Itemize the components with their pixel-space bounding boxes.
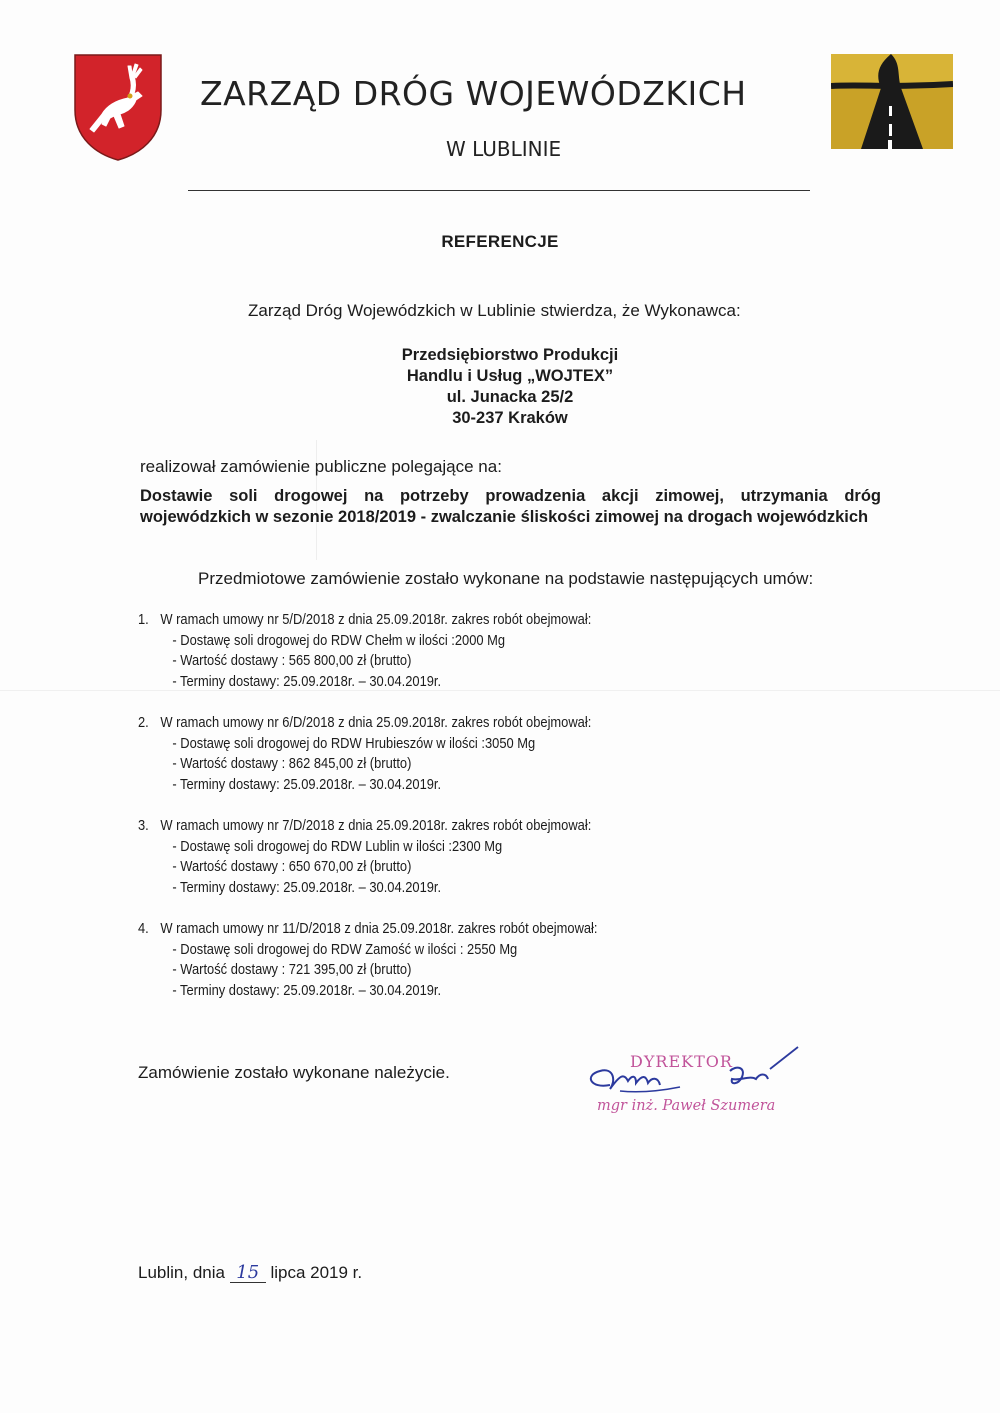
contract-item: [138, 816, 671, 898]
organization-city: W LUBLINIE: [446, 137, 562, 161]
contract-heading: W ramach umowy nr 6/D/2018 z dnia 25.09.2018r. zakres robót obejmował:: [160, 714, 592, 731]
contractor-line: ul. Junacka 25/2: [446, 388, 574, 406]
contract-detail: - Dostawę soli drogowej do RDW Hrubieszów w ilości :3050 Mg: [172, 734, 536, 752]
contract-item: [138, 610, 671, 692]
organization-name: ZARZĄD DRÓG WOJEWÓDZKICH: [200, 74, 747, 113]
contract-detail: - Terminy dostawy: 25.09.2018r. – 30.04.2019r.: [172, 981, 442, 999]
date-prefix: Lublin, dnia: [138, 1263, 225, 1282]
contract-detail: - Wartość dostawy : 862 845,00 zł (brutto): [172, 755, 412, 772]
contract-detail: - Wartość dostawy : 721 395,00 zł (brutto): [172, 961, 412, 978]
contractor-line: Przedsiębiorstwo Produkcji: [401, 346, 619, 364]
contract-number: 4.: [138, 920, 149, 937]
contract-number: 3.: [138, 817, 149, 834]
contract-detail: - Terminy dostawy: 25.09.2018r. – 30.04.2019r.: [172, 672, 442, 690]
completion-statement: Zamówienie zostało wykonane należycie.: [138, 1063, 450, 1082]
contracts-list: [138, 610, 671, 1022]
coat-of-arms-icon: [72, 52, 164, 162]
contract-number: 2.: [138, 714, 149, 731]
road-logo-icon: [831, 54, 953, 149]
contract-detail: - Terminy dostawy: 25.09.2018r. – 30.04.2019r.: [172, 878, 442, 896]
contracts-intro: Przedmiotowe zamówienie zostało wykonane na podstawie następujących umów:: [198, 569, 814, 588]
date-day: 15: [230, 1264, 266, 1283]
stamp-title: DYREKTOR: [630, 1052, 733, 1071]
contractor-block: [300, 345, 720, 429]
scope-intro: realizował zamówienie publiczne polegające na:: [140, 457, 502, 476]
contract-item: [138, 919, 671, 1001]
intro-statement: Zarząd Dróg Wojewódzkich w Lublinie stwierdza, że Wykonawca:: [248, 301, 741, 320]
contract-detail: - Wartość dostawy : 565 800,00 zł (brutto): [172, 652, 412, 669]
signatory-name: mgr inż. Paweł Szumera: [597, 1098, 776, 1114]
contractor-line: 30-237 Kraków: [452, 409, 568, 427]
date-line: [138, 1263, 362, 1283]
contract-detail: - Dostawę soli drogowej do RDW Chełm w ilości :2000 Mg: [172, 631, 506, 649]
signature-icon: [580, 1045, 810, 1105]
contract-number: 1.: [138, 611, 149, 628]
contract-heading: W ramach umowy nr 5/D/2018 z dnia 25.09.2018r. zakres robót obejmował:: [160, 611, 592, 628]
contract-detail: - Terminy dostawy: 25.09.2018r. – 30.04.2019r.: [172, 775, 442, 793]
contract-heading: W ramach umowy nr 7/D/2018 z dnia 25.09.2018r. zakres robót obejmował:: [160, 817, 592, 834]
contract-heading: W ramach umowy nr 11/D/2018 z dnia 25.09.2018r. zakres robót obejmował:: [160, 920, 598, 937]
contract-detail: - Dostawę soli drogowej do RDW Lublin w ilości :2300 Mg: [172, 837, 503, 855]
contract-item: [138, 713, 671, 795]
date-suffix: lipca 2019 r.: [270, 1263, 363, 1282]
contract-detail: - Wartość dostawy : 650 670,00 zł (brutto): [172, 858, 412, 875]
contractor-line: Handlu i Usług „WOJTEX”: [406, 367, 614, 385]
contract-detail: - Dostawę soli drogowej do RDW Zamość w ilości : 2550 Mg: [172, 940, 518, 958]
scope-description: Dostawie soli drogowej na potrzeby prowadzenia akcji zimowej, utrzymania dróg wojewódzkich w sezonie 2018/2019 - zwalczanie śliskości zimowej na drogach wojewódzkich: [140, 487, 881, 526]
document-title: REFERENCJE: [441, 232, 559, 251]
header-divider: [188, 190, 810, 191]
